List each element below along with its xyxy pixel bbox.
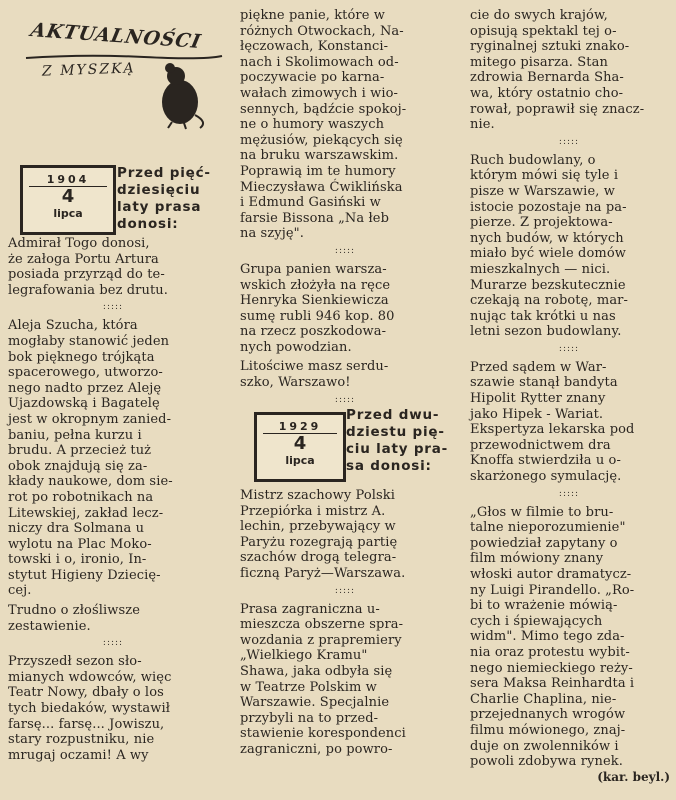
text-line: sennych, bądźcie spokoj- <box>240 101 407 117</box>
section-header-1929: Przed dwu- dziestu pię- ciu laty pra- sa donosi: <box>346 407 449 474</box>
separator: ::::: <box>334 394 356 405</box>
text-line: duje on zwolenników i <box>470 738 619 754</box>
text-line: ficzną Paryż—Warszawa. <box>240 565 406 581</box>
text-line: ny Luigi Pirandello. „Ro- <box>470 582 635 598</box>
text-line: pierze. Z projektowa- <box>470 215 613 231</box>
logo-underline <box>24 52 224 62</box>
text-line: wozdania z prapremiery <box>240 632 402 648</box>
text-line: Mieczysława Ćwiklińska <box>240 179 403 195</box>
paragraph <box>232 488 458 582</box>
text-line: piękne panie, które w <box>240 8 386 23</box>
text-line: mitego pisarza. Stan <box>470 54 608 70</box>
text-line: Prasa zagraniczna u- <box>240 601 380 617</box>
separator: ::::: <box>334 585 356 596</box>
text-line: Hipolit Rytter znany <box>470 391 606 407</box>
text-line: Aleja Szucha, która <box>8 318 138 334</box>
text-line: Mistrz szachowy Polski <box>240 488 396 503</box>
date-box-month: lipca <box>285 454 315 467</box>
text-line: różnych Otwockach, Na- <box>240 23 404 39</box>
text-line: nych budów, w których <box>470 230 624 246</box>
text-line: lechin, przebywający w <box>240 519 396 535</box>
separator: ::::: <box>102 638 124 649</box>
text-line: jako Hipek - Wariat. <box>470 406 604 422</box>
text-line: łęczowach, Konstanci- <box>240 39 389 55</box>
text-line: Henryka Sienkiewicza <box>240 293 389 309</box>
paragraph <box>232 359 458 390</box>
text-line: „Głos w filmie to bru- <box>470 504 614 520</box>
text-line: Ruch budowlany, o <box>470 152 596 168</box>
text-line: którym mówi się tyle i <box>470 168 619 184</box>
text-line: wa, który ostatnio cho- <box>470 85 624 101</box>
date-box-year: 1904 <box>29 173 107 187</box>
masthead-title: AKTUALNOŚCI <box>28 19 204 53</box>
text-line: mieszkalnych — nici. <box>470 261 611 277</box>
text-line: stary rozpustniku, nie <box>8 732 155 748</box>
text-line: mogłaby stanowić jeden <box>8 333 170 349</box>
text-line: włoski autor dramatycz- <box>470 567 632 582</box>
separator: ::::: <box>558 136 580 147</box>
text-line: Teatr Nowy, dbały o los <box>8 685 164 701</box>
text-line: nia oraz protestu wybit- <box>470 644 630 660</box>
text-line: letni sezon budowlany. <box>470 324 622 340</box>
text-line: na rzecz poszkodowa- <box>240 324 387 340</box>
text-line: cych i śpiewających <box>470 613 603 629</box>
text-line: miało być wiele domów <box>470 246 626 262</box>
text-line: rot po robotnikach na <box>8 489 154 505</box>
text-line: cie do swych krajów, <box>470 8 608 23</box>
separator: ::::: <box>102 302 124 313</box>
text-line: szko, Warszawo! <box>240 375 351 391</box>
text-line: cej. <box>8 583 32 599</box>
text-line: Litościwe masz serdu- <box>240 359 389 375</box>
text-line: Przyszedł sezon sło- <box>8 654 142 670</box>
text-line: kłady naukowe, dom sie- <box>8 474 173 490</box>
text-line: przewodnictwem dra <box>470 437 611 453</box>
text-line: ne o humory waszych <box>240 117 385 133</box>
text-line: Shawa, jaka odbyła się <box>240 663 393 679</box>
text-line: czekają na robotę, mar- <box>470 293 628 309</box>
text-line: mianych wdowców, więc <box>8 669 172 685</box>
text-line: szachów drogą telegra- <box>240 550 397 566</box>
text-line: Admirał Togo donosi, <box>8 236 150 251</box>
text-line: film mówiony znany <box>470 551 604 567</box>
text-line: przejednanych wrogów <box>470 707 626 723</box>
text-line: talne nieporozumienie" <box>470 520 626 536</box>
separator: ::::: <box>558 488 580 499</box>
text-line: Poprawią im te humory <box>240 163 396 179</box>
paragraph <box>462 8 676 133</box>
text-line: Ujazdowską i Bagatelę <box>8 396 160 412</box>
paragraph <box>232 8 458 242</box>
text-line: wałach zimowych i wio- <box>240 85 399 101</box>
text-line: nego niemieckiego reży- <box>470 660 633 676</box>
text-line: i Edmund Gasiński w <box>240 195 381 211</box>
text-line: bi to wrażenie mówią- <box>470 598 618 614</box>
text-line: stytut Higieny Dziecię- <box>8 567 161 583</box>
text-line: wylotu na Plac Moko- <box>8 536 152 552</box>
text-line: Przed sądem w War- <box>470 359 607 375</box>
separator: ::::: <box>334 245 356 256</box>
text-line: pisze w Warszawie, w <box>470 183 615 199</box>
text-line: jest w okropnym zanied- <box>8 411 172 427</box>
text-line: skarżonego symulację. <box>470 469 622 485</box>
date-box-day: 4 <box>61 186 75 207</box>
text-line: powoli zdobywa rynek. <box>470 754 623 770</box>
section-header-1904: Przed pięć- dziesięciu laty prasa donosi: <box>117 165 211 232</box>
text-line: Grupa panien warsza- <box>240 261 387 277</box>
text-line: Trudno o złośliwsze <box>8 603 140 619</box>
text-line: zestawienie. <box>8 618 91 634</box>
text-line: farsę... farsę... Jowiszu, <box>8 716 165 732</box>
text-line: farsie Bissona „Na łeb <box>240 210 389 226</box>
text-line: powiedział zapytany o <box>470 535 618 551</box>
text-line: poczywacie po karna- <box>240 70 385 86</box>
text-line: Litewskiej, zakład lecz- <box>8 505 164 521</box>
text-line: Knoffa stwierdziła u o- <box>470 453 621 469</box>
text-line: Przepiórka i mistrz A. <box>240 503 386 519</box>
text-line: w Teatrze Polskim w <box>240 679 377 695</box>
text-line: posiada przyrząd do te- <box>8 267 165 283</box>
paragraph <box>232 262 458 356</box>
text-line: „Wielkiego Kramu" <box>240 648 368 664</box>
date-box-1904 <box>20 165 116 235</box>
text-line: Ekspertyza lekarska pod <box>470 422 635 438</box>
paragraph <box>0 236 226 298</box>
text-line: rował, poprawił się znacz- <box>470 101 645 117</box>
text-line: mężusiów, piekących się <box>240 132 403 148</box>
paragraph <box>462 153 676 340</box>
text-line: opisują spektakl tej o- <box>470 23 617 39</box>
text-line: filmu mówionego, znaj- <box>470 722 626 738</box>
text-line: istocie pozostaje na pa- <box>470 199 627 215</box>
text-line: spacerowego, utworzo- <box>8 365 163 381</box>
date-box-year: 1929 <box>263 420 337 434</box>
text-line: szawie stanął bandyta <box>470 375 618 391</box>
text-line: przybyli na to przed- <box>240 710 379 726</box>
text-line: bok pięknego trójkąta <box>8 349 155 365</box>
author-signature: (kar. beyl.) <box>597 769 670 784</box>
text-line: ryginalnej sztuki znako- <box>470 39 630 55</box>
text-line: Murarze bezskutecznie <box>470 277 626 293</box>
paragraph <box>232 602 458 758</box>
paragraph <box>0 654 226 763</box>
paragraph <box>462 360 676 485</box>
text-line: nach i Skolimowach od- <box>240 54 399 70</box>
paragraph <box>0 318 226 599</box>
text-line: legrafowania bez drutu. <box>8 282 169 298</box>
mouse-illustration <box>150 60 210 130</box>
date-box-1929 <box>254 412 346 482</box>
paragraph <box>462 505 676 770</box>
text-line: mieszcza obszerne spra- <box>240 617 404 633</box>
text-line: stawienie korespondenci <box>240 726 406 742</box>
text-line: tych biedaków, wystawił <box>8 701 171 717</box>
date-box-month: lipca <box>53 207 83 220</box>
text-line: nując tak krótki u nas <box>470 308 616 324</box>
text-line: Paryżu rozegrają partię <box>240 534 398 550</box>
text-line: niczy dra Solmana u <box>8 521 145 537</box>
text-line: Charlie Chaplina, nie- <box>470 691 617 707</box>
text-line: sera Maksa Reinhardta i <box>470 676 635 692</box>
text-line: wskich złożyła na ręce <box>240 277 391 293</box>
text-line: nego nadto przez Aleję <box>8 380 162 396</box>
text-line: towski i o, ironio, In- <box>8 552 147 568</box>
text-line: mrugaj oczami! A wy <box>8 747 149 763</box>
text-line: że załoga Portu Artura <box>8 251 159 267</box>
text-line: zdrowia Bernarda Sha- <box>470 70 624 86</box>
text-line: brudu. A przecież tuż <box>8 443 152 459</box>
text-line: nie. <box>470 117 495 133</box>
text-line: na szyję". <box>240 226 304 242</box>
masthead-subtitle: Z MYSZKĄ <box>41 60 136 80</box>
text-line: nych powodzian. <box>240 339 352 355</box>
text-line: sumę rubli 946 kop. 80 <box>240 308 395 324</box>
text-line: widm". Mimo tego zda- <box>470 629 625 645</box>
text-line: na bruku warszawskim. <box>240 148 399 164</box>
text-line: zagraniczni, po powro- <box>240 741 393 757</box>
date-box-day: 4 <box>293 433 307 454</box>
text-line: baniu, pełna kurzu i <box>8 427 142 443</box>
text-line: obok znajdują się za- <box>8 458 148 474</box>
text-line: Warszawie. Specjalnie <box>240 695 390 711</box>
separator: ::::: <box>558 343 580 354</box>
paragraph <box>0 603 226 634</box>
